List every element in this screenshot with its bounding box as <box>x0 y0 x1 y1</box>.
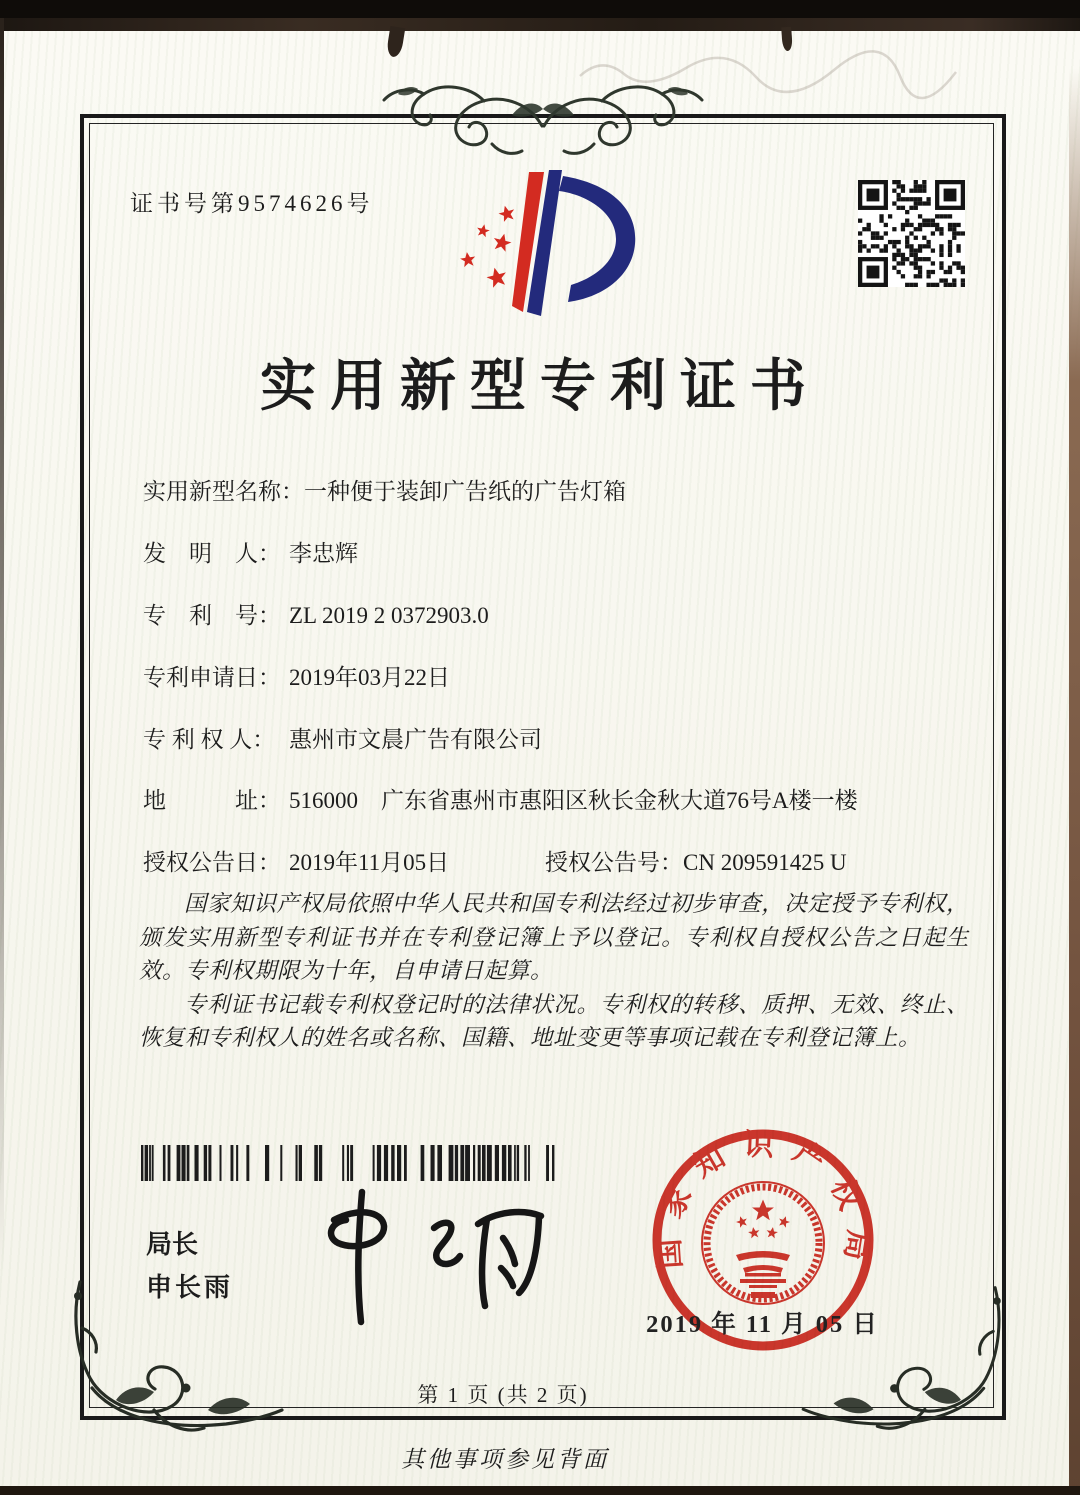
certificate-number: 证书号第9574626号 <box>130 191 374 216</box>
field-row-inventor <box>143 535 358 568</box>
certificate-paper <box>0 18 1080 1495</box>
field-label: 专利申请日： <box>143 665 281 690</box>
certificate-photo <box>0 18 1080 1495</box>
back-note: 其他事项参见背面 <box>401 1447 609 1472</box>
field-value: 2019年11月05日 <box>289 850 450 875</box>
field-row-filing-date <box>143 659 450 692</box>
field-value: 516000 广东省惠州市惠阳区秋长金秋大道76号A楼一楼 <box>289 788 858 813</box>
field-value: 李忠辉 <box>289 541 358 566</box>
director-title: 局长 <box>146 1229 199 1259</box>
field-value: 一种便于装卸广告纸的广告灯箱 <box>304 479 626 504</box>
field-row-grant-date <box>143 844 449 877</box>
body-paragraph: 国家知识产权局依照中华人民共和国专利法经过初步审查，决定授予专利权，颁发实用新型专利证书并在专利登记簿上予以登记。专利权自授权公告之日起生效。专利权期限为十年，自申请日起算。 <box>139 891 969 983</box>
photo-edge-bottom <box>0 1486 1080 1495</box>
field-value: CN 209591425 U <box>683 850 847 875</box>
field-label: 专 利 权 人： <box>143 727 276 752</box>
field-label: 专 利 号： <box>143 603 281 628</box>
field-row-utility-model-name <box>143 473 626 506</box>
field-value: ZL 2019 2 0372903.0 <box>289 603 489 628</box>
photo-edge-top <box>0 18 1080 31</box>
page-number: 第 1 页 (共 2 页) <box>417 1383 589 1407</box>
field-value: 2019年03月22日 <box>289 665 450 690</box>
field-label: 地 址： <box>143 788 281 813</box>
photo-edge-left <box>0 18 4 1495</box>
legal-text-block <box>139 887 969 1055</box>
qr-code-icon <box>858 180 965 287</box>
field-row-patent-number <box>143 597 489 630</box>
photo-edge-right <box>1069 68 1080 1495</box>
field-label: 发 明 人： <box>143 541 281 566</box>
director-name: 申长雨 <box>146 1272 234 1302</box>
field-row-gazette-number <box>545 844 847 877</box>
field-value: 惠州市文晨广告有限公司 <box>289 727 542 752</box>
cnipa-logo-icon <box>430 164 658 324</box>
page-title: 实用新型专利证书 <box>260 356 820 418</box>
field-label: 实用新型名称： <box>143 479 304 504</box>
body-paragraph: 专利证书记载专利权登记时的法律状况。专利权的转移、质押、无效、终止、恢复和专利权人的姓名或名称、国籍、地址变更等事项记载在专利登记簿上。 <box>139 991 969 1050</box>
field-label: 授权公告号： <box>545 850 683 875</box>
director-signature-icon <box>282 1186 554 1328</box>
barcode-icon <box>141 1145 556 1181</box>
seal-date: 2019 年 11 月 05 日 <box>646 1311 879 1338</box>
field-row-patentee <box>143 721 542 754</box>
seal-agency-text: 国家知识产权局 <box>651 1128 876 1280</box>
field-label: 授权公告日： <box>143 850 281 875</box>
field-row-address <box>143 782 858 815</box>
